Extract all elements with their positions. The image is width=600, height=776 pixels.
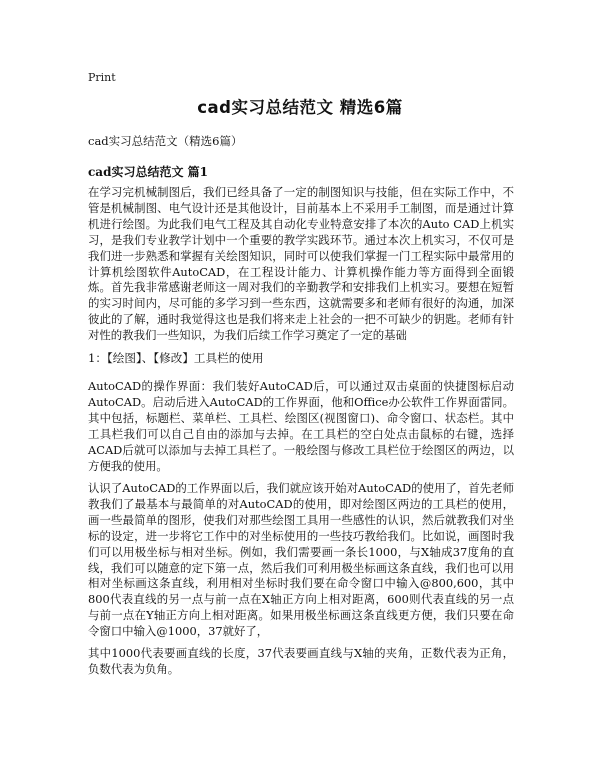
section-heading: cad实习总结范文 篇1: [88, 165, 209, 179]
print-label[interactable]: Print: [88, 71, 116, 84]
paragraph-intro: 在学习完机械制图后，我们已经具备了一定的制图知识与技能，但在实际工作中，不管是机械制图、电气设计还是其他设计，目前基本上不采用手工制图，而是通过计算机进行绘图。为此我们电气工程及其自动化专业特意安排了本次的Auto CAD上机实习，是我们专业教学计划中一个重要的教学实践环节。通过本次上机实习，不仅可是我们进一步熟悉和掌握有关绘图知识，同时可以使我们掌握一门工程实际中最常用的计算机绘图软件AutoCAD，在工程设计能力、计算机操作能力等方面得到全面锻炼。首先我非常感谢老师这一周对我们的辛勤教学和安排我们上机实习。要想在短暂的实习时间内，尽可能的多学习到一些东西，这就需要多和老师有很好的沟通，加深彼此的了解，通时我觉得这也是我们将来走上社会的一把不可缺少的钥匙。老师有针对性的教我们一些知识，为我们后续工作学习奠定了一定的基础: [88, 185, 514, 343]
paragraph-coordinates: 认识了AutoCAD的工作界面以后，我们就应该开始对AutoCAD的使用了，首先老师教我们了最基本与最简单的对AutoCAD的使用，即对绘图区两边的工具栏的使用，画一些最简单的图形，使我们对那些绘图工具用一些感性的认识，然后就教我们对坐标的设定，进一步将它工作中的对坐标使用的一些技巧教给我们。比如说，画图时我们可以用极坐标与相对坐标。例如，我们需要画一条长1000，与X轴成37度角的直线，我们可以随意的定下第一点，然后我们可利用极坐标画这条直线，我们也可以用相对坐标画这条直线，利用相对坐标时我们要在命令窗口中输入@800,600，其中800代表直线的另一点与前一点在X轴正方向上相对距离，600则代表直线的另一点与前一点在Y轴正方向上相对距离。如果用极坐标画这条直线更方便，我们只要在命令窗口中输入@1000，37就好了，: [88, 481, 514, 639]
paragraph-interface: AutoCAD的操作界面：我们装好AutoCAD后，可以通过双击桌面的快捷图标启动AutoCAD。启动后进入AutoCAD的工作界面，他和Office办公软件工作界面雷同。其中包括，标题栏、菜单栏、工具栏、绘图区(视图窗口)、命令窗口、状态栏。其中工具栏我们可以自己自由的添加与去掉。在工具栏的空白处点击鼠标的右键，选择ACAD后就可以添加与去掉工具栏了。一般绘图与修改工具栏位于绘图区的两边，以方便我的使用。: [88, 379, 514, 473]
document-subtitle: cad实习总结范文（精选6篇）: [88, 134, 243, 148]
subheading-toolbar-usage: 1：【绘图】、【修改】工具栏的使用: [88, 351, 264, 365]
page-title: cad实习总结范文 精选6篇: [197, 98, 403, 117]
paragraph-angles: 其中1000代表要画直线的长度，37代表要画直线与X轴的夹角，正数代表为正角，负数代表为负角。: [88, 646, 514, 676]
